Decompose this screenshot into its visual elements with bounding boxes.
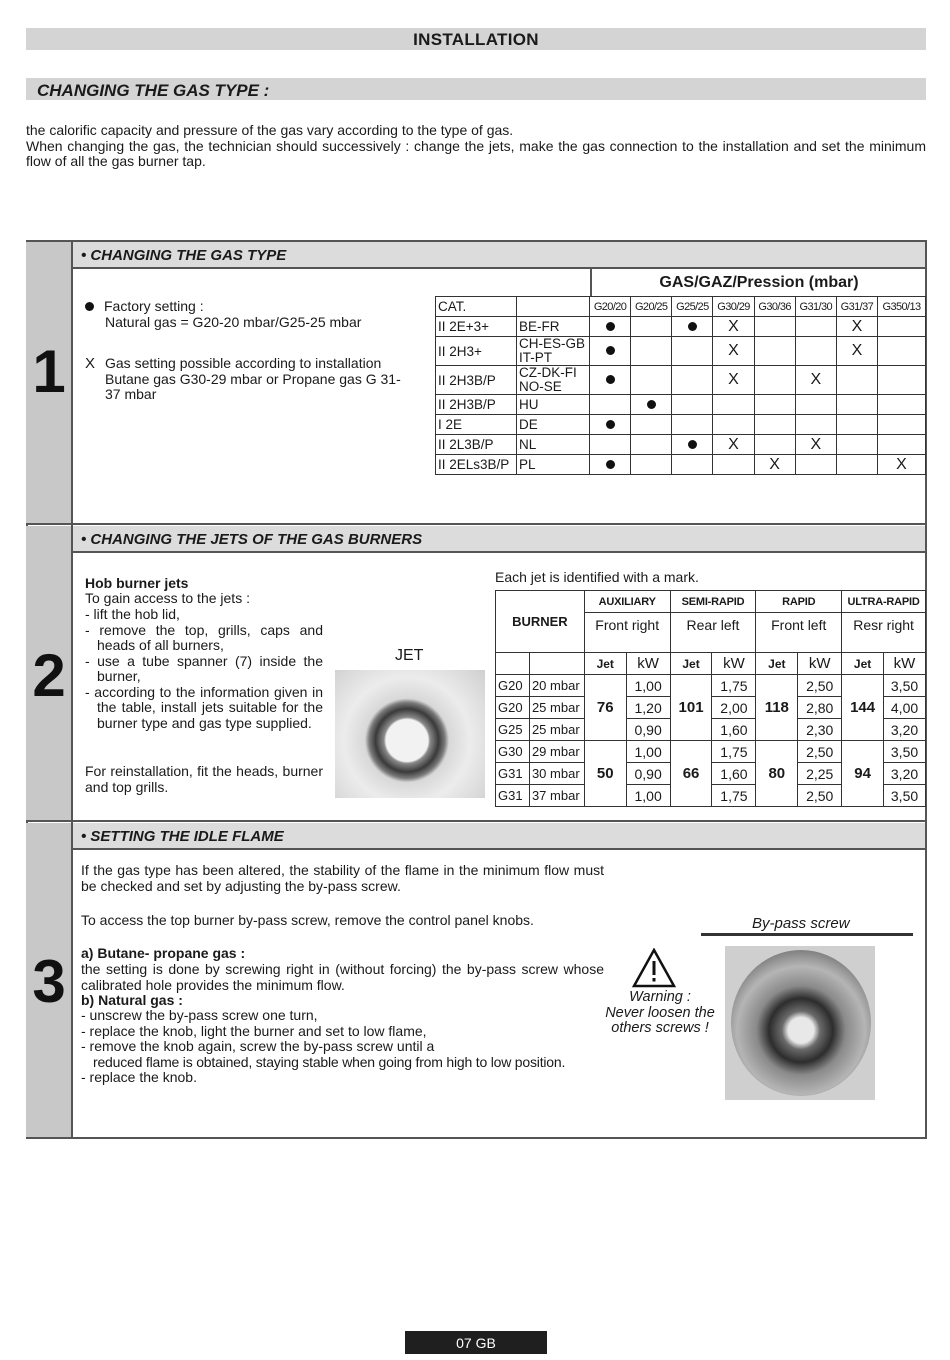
step3-number: 3 [32,948,66,1015]
warning-icon [632,948,676,988]
gas-pressure: 25 mbar [529,719,584,741]
table-row [436,337,926,366]
gas-column-header: G350/13 [877,297,925,317]
burner-header: BURNER [496,591,585,653]
step2-number: 2 [32,642,66,709]
jet-steps-list [85,607,323,731]
step1-number: 1 [32,338,66,405]
bypass-photo [725,946,875,1100]
kw-value: 3,50 [884,675,926,697]
gas-cell [795,317,836,337]
kw-value: 1,00 [626,675,670,697]
intro-line-2: When changing the gas, the technician should successively : change the jets, make the gas connection to the installation and set the minimum flow of all the gas burner tap. [26,137,926,169]
gas-cell [877,317,925,337]
kw-header: kW [798,653,842,675]
gas-name: G30 [496,741,530,763]
gas-category: II 2ELs3B/P [436,455,517,475]
hob-jets-heading: Hob burner jets [85,575,189,591]
gas-countries: PL [517,455,590,475]
kw-value: 2,50 [798,741,842,763]
kw-value: 1,75 [712,785,756,807]
jet-size: 80 [756,741,798,807]
gas-cell [631,366,672,395]
gas-column-header: G25/25 [672,297,713,317]
gas-cell [836,455,877,475]
kw-header: kW [626,653,670,675]
jet-size: 50 [584,741,626,807]
gas-cell [795,455,836,475]
blank-cell [529,653,584,675]
gas-cell [590,337,631,366]
warning-title: Warning : [629,989,691,1005]
gas-cell [795,415,836,435]
gas-cell [590,435,631,455]
idle-p1: If the gas type has been altered, the stability of the flame in the minimum flow must be checked and set by adjusting the by-pass screw. [81,862,604,894]
gas-cell [713,395,754,415]
frame-separator-2 [26,820,927,822]
kw-value: 1,75 [712,675,756,697]
bullet-icon [85,302,94,311]
jet-label: JET [395,647,424,664]
page-number: 07 GB [405,1331,547,1354]
factory-setting [85,299,415,330]
gas-cell [672,455,713,475]
gas-cell [590,415,631,435]
gas-cell [795,395,836,415]
idle-p2: To access the top burner by-pass screw, remove the control panel knobs. [81,912,534,928]
frame-separator-1 [26,523,927,525]
gas-cell: X [836,337,877,366]
bypass-pointer-line [701,933,913,936]
jet-size: 66 [670,741,712,807]
gas-cell [877,415,925,435]
gas-cat-header: CAT. [436,297,517,317]
list-item: - replace the knob. [81,1069,197,1085]
natural-title: b) Natural gas : [81,992,183,1008]
gas-category: I 2E [436,415,517,435]
gas-cell [672,366,713,395]
dot-icon [688,322,697,331]
gas-cell: X [795,435,836,455]
gas-cell [631,337,672,366]
gas-cell: X [877,455,925,475]
kw-value: 4,00 [884,697,926,719]
burner-position: Front right [584,613,670,653]
table-row [436,317,926,337]
kw-value: 2,00 [712,697,756,719]
list-item: - use a tube spanner (7) inside the burner, [85,652,323,684]
dot-icon [606,460,615,469]
gas-cell: X [713,435,754,455]
gas-column-header: G20/25 [631,297,672,317]
kw-value: 3,20 [884,719,926,741]
intro-line-1: the calorific capacity and pressure of the gas vary according to the type of gas. [26,122,514,138]
gas-cell [590,395,631,415]
gas-cell [672,317,713,337]
butane-text: the setting is done by screwing right in (without forcing) the by-pass screw whose calibrated hole provides the minimum flow. [81,961,604,993]
gas-cell [590,455,631,475]
possible-text: Gas setting possible according to installation Butane gas G30-29 mbar or Propane gas G 31-37 mbar [105,355,401,402]
table-row [436,415,926,435]
warning-note [605,990,715,1037]
kw-value: 2,50 [798,675,842,697]
jet-size: 101 [670,675,712,741]
gas-pressure: 29 mbar [529,741,584,763]
list-item-continuation: reduced flame is obtained, staying stable when going from high to low position. [93,1053,566,1070]
kw-value: 2,50 [798,785,842,807]
list-item: - lift the hob lid, [85,606,180,622]
gas-country-header [517,297,590,317]
jet-size: 144 [842,675,884,741]
dot-icon [606,322,615,331]
jet-identified-text: Each jet is identified with a mark. [495,569,699,585]
gas-cell [836,435,877,455]
gas-countries: CH-ES-GB IT-PT [517,337,590,366]
jet-header: Jet [756,653,798,675]
gas-cell [877,395,925,415]
gas-pressure: 25 mbar [529,697,584,719]
gas-cell [590,366,631,395]
gas-cell [590,317,631,337]
gas-cell [836,395,877,415]
gas-cell: X [795,366,836,395]
jet-header: Jet [670,653,712,675]
gas-cell [672,395,713,415]
gas-pressure: 37 mbar [529,785,584,807]
gas-column-header: G20/20 [590,297,631,317]
x-mark: X [85,355,96,372]
dot-icon [688,440,697,449]
gas-table-title: GAS/GAZ/Pression (mbar) [590,269,926,296]
kw-value: 3,50 [884,741,926,763]
gas-column-header: G31/30 [795,297,836,317]
gas-cell [754,435,795,455]
table-row [496,741,926,763]
dot-icon [647,400,656,409]
gas-category: II 2H3+ [436,337,517,366]
jet-header: Jet [842,653,884,675]
gas-countries: HU [517,395,590,415]
gas-cell [754,317,795,337]
jet-size: 94 [842,741,884,807]
burner-category: RAPID [756,591,842,613]
gas-name: G31 [496,763,530,785]
gas-cell [631,435,672,455]
gas-countries: DE [517,415,590,435]
list-item: - remove the knob again, screw the by-pass screw until a [81,1038,435,1054]
gas-category: II 2H3B/P [436,395,517,415]
table-row [496,591,926,613]
kw-value: 3,50 [884,785,926,807]
gas-cell [631,455,672,475]
gas-pressure: 30 mbar [529,763,584,785]
warning-text: Never loosen the others screws ! [605,1004,715,1036]
gas-cell [713,455,754,475]
gas-column-header: G30/36 [754,297,795,317]
natural-steps [81,1008,604,1086]
kw-header: kW [884,653,926,675]
gas-cell [754,395,795,415]
kw-value: 1,75 [712,741,756,763]
jet-header: Jet [584,653,626,675]
jet-photo [335,670,485,798]
kw-value: 1,00 [626,741,670,763]
dot-icon [606,346,615,355]
burner-position: Resr right [842,613,926,653]
gas-cell [631,395,672,415]
kw-value: 1,60 [712,763,756,785]
gas-cell [877,435,925,455]
list-item: - remove the top, grills, caps and heads of all burners, [85,621,323,653]
kw-value: 3,20 [884,763,926,785]
gas-cell [713,415,754,435]
gas-cell [631,317,672,337]
gas-cell [795,337,836,366]
table-row [436,366,926,395]
kw-value: 0,90 [626,719,670,741]
gas-name: G20 [496,675,530,697]
gas-countries: BE-FR [517,317,590,337]
gas-pressure: 20 mbar [529,675,584,697]
gas-name: G31 [496,785,530,807]
list-item: - replace the knob, light the burner and set to low flame, [81,1022,427,1039]
kw-header: kW [712,653,756,675]
gas-cell [877,337,925,366]
gas-cell [754,337,795,366]
gas-name: G20 [496,697,530,719]
gas-cell: X [836,317,877,337]
step1-title: • CHANGING THE GAS TYPE [73,242,925,269]
kw-value: 1,60 [712,719,756,741]
burner-category: AUXILIARY [584,591,670,613]
gas-cell [672,337,713,366]
gas-cell [754,366,795,395]
jet-size: 76 [584,675,626,741]
kw-value: 2,80 [798,697,842,719]
table-row [436,395,926,415]
gas-cell: X [754,455,795,475]
gas-cell [836,415,877,435]
page-title: INSTALLATION [26,28,926,50]
gas-category: II 2L3B/P [436,435,517,455]
kw-value: 1,20 [626,697,670,719]
gas-cell: X [713,366,754,395]
gas-name: G25 [496,719,530,741]
gas-category: II 2H3B/P [436,366,517,395]
step2-title: • CHANGING THE JETS OF THE GAS BURNERS [73,526,925,553]
list-item: - according to the information given in the table, install jets suitable for the burner type and gas type supplied. [85,683,323,731]
gas-cell: X [713,337,754,366]
table-row [436,435,926,455]
section-title: CHANGING THE GAS TYPE : [26,78,926,100]
gas-cell [672,435,713,455]
bypass-label: By-pass screw [752,915,850,932]
gas-cell [631,415,672,435]
gas-type-table [435,296,926,475]
table-row [496,653,926,675]
burner-position: Rear left [670,613,756,653]
burner-category: ULTRA-RAPID [842,591,926,613]
dot-icon [606,375,615,384]
intro-text [26,123,926,170]
burner-position: Front left [756,613,842,653]
gas-cell: X [713,317,754,337]
access-text: To gain access to the jets : [85,590,250,606]
gas-column-header: G31/37 [836,297,877,317]
gas-column-header: G30/29 [713,297,754,317]
gas-cell [754,415,795,435]
factory-label: Factory setting : [104,298,204,314]
butane-title: a) Butane- propane gas : [81,945,246,961]
kw-value: 2,25 [798,763,842,785]
gas-cell [672,415,713,435]
gas-countries: CZ-DK-FI NO-SE [517,366,590,395]
factory-value: Natural gas = G20-20 mbar/G25-25 mbar [105,313,362,330]
reinstall-text: For reinstallation, fit the heads, burner and top grills. [85,763,323,795]
gas-cell [836,366,877,395]
gas-cell [877,366,925,395]
list-item: - unscrew the by-pass screw one turn, [81,1007,318,1023]
dot-icon [606,420,615,429]
gas-countries: NL [517,435,590,455]
burner-category: SEMI-RAPID [670,591,756,613]
blank-cell [496,653,530,675]
table-row [496,675,926,697]
jet-size: 118 [756,675,798,741]
kw-value: 1,00 [626,785,670,807]
jet-table [495,590,926,807]
kw-value: 0,90 [626,763,670,785]
kw-value: 2,30 [798,719,842,741]
gas-category: II 2E+3+ [436,317,517,337]
step3-title: • SETTING THE IDLE FLAME [73,823,925,850]
table-row [436,455,926,475]
